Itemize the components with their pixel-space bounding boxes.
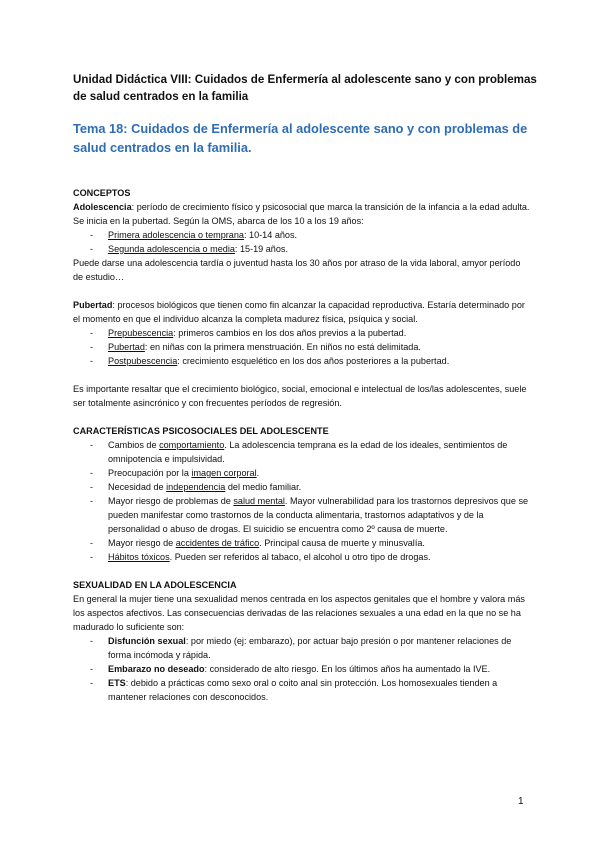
section-heading-conceptos: CONCEPTOS <box>73 188 131 198</box>
puberty-phases-list <box>73 326 533 368</box>
list-item-term: salud mental <box>233 496 285 506</box>
topic-title: Tema 18: Cuidados de Enfermería al adolescente sano y con problemas de salud centrados en la familia. <box>73 121 528 155</box>
list-item-term: Prepubescencia <box>108 328 174 338</box>
list-item <box>73 480 533 494</box>
list-item-text: : por miedo (ej: embarazo), por actuar bajo presión o por mantener relaciones de forma incómoda y rápida. <box>108 636 512 660</box>
list-item-term: comportamiento <box>159 440 225 450</box>
list-item-term: Postpubescencia <box>108 356 178 366</box>
adolescence-stages-list <box>73 228 533 256</box>
list-item-text: . <box>256 468 260 478</box>
list-item-text: : en niñas con la primera menstruación. En niños no está delimitada. <box>144 342 421 352</box>
list-item-pre: Necesidad de <box>108 482 167 492</box>
list-item <box>73 550 533 564</box>
list-item-text: del medio familiar. <box>225 482 302 492</box>
list-item-text: . Principal causa de muerte y minusvalía. <box>259 538 425 548</box>
list-item-text: . Mayor vulnerabilidad para los trastornos depresivos que se pueden manifestar como trastornos de la conducta alimentaria, trastornos adaptativos y de la personalidad o abuso de drogas. El suicidio se encuentra como 2º causa de muerte. <box>108 496 529 534</box>
list-item-pre: Mayor riesgo de problemas de <box>108 496 234 506</box>
list-item-pre: Preocupación por la <box>108 468 192 478</box>
list-item-text: . Pueden ser referidos al tabaco, el alcohol u otro tipo de drogas. <box>169 552 431 562</box>
pubertad-text: : procesos biológicos que tienen como fin alcanzar la capacidad reproductiva. Estaría determinado por el momento en que el individuo alcanza la completa madurez física, psíquica y social. <box>73 300 525 324</box>
list-item-term: Segunda adolescencia o media <box>108 244 235 254</box>
sexualidad-intro: En general la mujer tiene una sexualidad menos centrada en los aspectos genitales que el hombre y valora más los aspectos afectivos. Las consecuencias derivadas de las relaciones sexuales a una edad en la que no se ha madurado lo suficiente son: <box>73 594 525 632</box>
list-item-text: : considerado de alto riesgo. En los últimos años ha aumentado la IVE. <box>204 664 491 674</box>
late-adolescence-note: Puede darse una adolescencia tardía o juventud hasta los 30 años por atraso de la vida laboral, amyor período de estudio… <box>73 258 521 282</box>
list-item-text: : primeros cambios en los dos años previos a la pubertad. <box>173 328 407 338</box>
list-item <box>73 242 533 256</box>
page-number: 1 <box>518 796 524 807</box>
list-item <box>73 634 533 662</box>
list-item-text: : crecimiento esquelético en los dos años posteriores a la pubertad. <box>177 356 450 366</box>
document-content <box>73 186 533 704</box>
list-item-pre: Cambios de <box>108 440 160 450</box>
list-item <box>73 536 533 550</box>
term-pubertad: Pubertad <box>73 300 113 310</box>
psychosocial-list <box>73 438 533 564</box>
unit-title: Unidad Didáctica VIII: Cuidados de Enfermería al adolescente sano y con problemas de salud centrados en la familia <box>73 73 537 103</box>
list-item <box>73 438 533 466</box>
list-item-text: : 15-19 años. <box>234 244 288 254</box>
list-item-pre: Mayor riesgo de <box>108 538 176 548</box>
list-item <box>73 676 533 704</box>
adolescencia-definition <box>73 200 533 228</box>
list-item-text: : 10-14 años. <box>243 230 298 240</box>
list-item-term: accidentes de tráfico <box>175 538 260 548</box>
sexuality-consequences-list <box>73 634 533 704</box>
list-item-term: ETS <box>108 678 126 688</box>
list-item-text: : debido a prácticas como sexo oral o coito anal sin protección. Los homosexuales tienden a mantener relaciones con desconocidos. <box>108 678 498 702</box>
list-item-term: imagen corporal <box>191 468 257 478</box>
section-heading-sexualidad: SEXUALIDAD EN LA ADOLESCENCIA <box>73 580 237 590</box>
list-item <box>73 340 533 354</box>
list-item-term: Hábitos tóxicos <box>108 552 170 562</box>
pubertad-definition <box>73 298 533 326</box>
adolescencia-text: : período de crecimiento físico y psicosocial que marca la transición de la infancia a la edad adulta. Se inicia en la pubertad. Según la OMS, abarca de los 10 a los 19 años: <box>73 202 530 226</box>
list-item <box>73 354 533 368</box>
list-item <box>73 466 533 480</box>
asynchrony-note: Es importante resaltar que el crecimiento biológico, social, emocional e intelectual de los/las adolescentes, suele ser totalmente asincrónico y con frecuentes períodos de regresión. <box>73 384 527 408</box>
list-item-text: . La adolescencia temprana es la edad de los ideales, sentimientos de omnipotencia e impulsividad. <box>108 440 508 464</box>
term-adolescencia: Adolescencia <box>73 202 132 212</box>
list-item <box>73 228 533 242</box>
list-item <box>73 494 533 536</box>
section-heading-psicosociales: CARACTERÍSTICAS PSICOSOCIALES DEL ADOLESCENTE <box>73 426 329 436</box>
list-item-term: Primera adolescencia o temprana <box>108 230 244 240</box>
list-item-term: Pubertad <box>108 342 145 352</box>
list-item-term: Embarazo no deseado <box>108 664 205 674</box>
list-item <box>73 326 533 340</box>
list-item <box>73 662 533 676</box>
list-item-term: independencia <box>166 482 226 492</box>
list-item-term: Disfunción sexual <box>108 636 186 646</box>
